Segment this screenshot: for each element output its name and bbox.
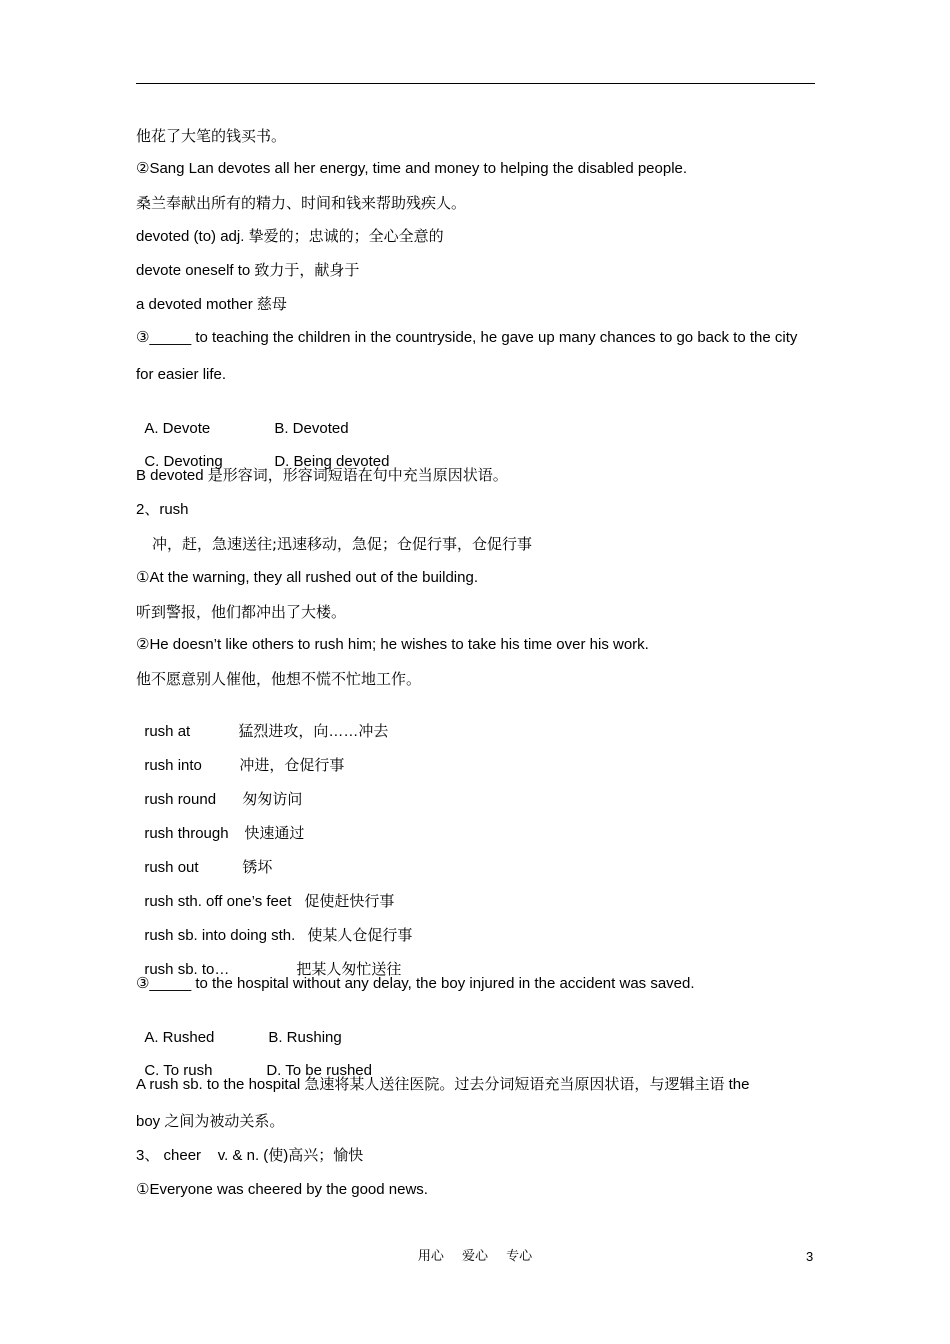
option-c: C. Devoting (144, 453, 223, 470)
phrase: rush sb. into doing sth. (144, 927, 296, 944)
option-a: A. Devote (144, 420, 211, 437)
phrase: rush sth. off one’s feet (144, 893, 292, 910)
translation-line: 听到警报，他们都冲出了大楼。 (136, 603, 347, 621)
vocab-entry: a devoted mother 慈母 (136, 296, 287, 313)
phrase-meaning: 使某人仓促行事 (307, 927, 413, 944)
exercise-question-cont: for easier life. (136, 366, 227, 383)
definition-line: 冲，赶，急速送往;迅速移动，急促；仓促行事，仓促行事 (152, 535, 533, 553)
phrase-meaning: 匆匆访问 (242, 791, 303, 808)
answer-explanation-cont: boy 之间为被动关系。 (136, 1113, 285, 1130)
exercise-question: ③_____ to teaching the children in the countryside, he gave up many chances to go back to the city (136, 329, 798, 346)
phrase-meaning: 锈坏 (242, 859, 273, 876)
page-number: 3 (806, 1249, 814, 1264)
section-heading: 3、 cheer v. & n. (使)高兴；愉快 (136, 1147, 364, 1164)
option-d: D. Being devoted (274, 453, 390, 470)
option-c: C. To rush (144, 1062, 213, 1079)
vocab-entry: devoted (to) adj. 挚爱的；忠诚的；全心全意的 (136, 228, 444, 245)
phrase-meaning: 把某人匆忙送往 (296, 961, 402, 978)
header-rule (136, 83, 815, 84)
footer-motto: 用心 爱心 专心 (417, 1249, 533, 1264)
example-sentence: ①At the warning, they all rushed out of the building. (136, 569, 478, 586)
phrase: rush through (144, 825, 229, 842)
phrase: rush out (144, 859, 199, 876)
example-sentence: ②Sang Lan devotes all her energy, time and money to helping the disabled people. (136, 160, 688, 177)
section-heading: 2、rush (136, 501, 189, 518)
exercise-question: ③_____ to the hospital without any delay, the boy injured in the accident was saved. (136, 975, 695, 992)
phrase-meaning: 促使赶快行事 (304, 893, 395, 910)
phrase: rush at (144, 723, 191, 740)
vocab-entry: devote oneself to 致力于，献身于 (136, 262, 360, 279)
phrase-meaning: 猛烈进攻，向……冲去 (238, 723, 389, 740)
translation-line: 他不愿意别人催他，他想不慌不忙地工作。 (136, 670, 422, 688)
phrase: rush sb. to… (144, 961, 230, 978)
translation-line: 他花了大笔的钱买书。 (136, 127, 287, 145)
example-sentence: ②He doesn’t like others to rush him; he wishes to take his time over his work. (136, 636, 649, 653)
answer-explanation: B devoted 是形容词，形容词短语在句中充当原因状语。 (136, 467, 508, 484)
option-d: D. To be rushed (266, 1062, 372, 1079)
phrase: rush round (144, 791, 217, 808)
example-sentence: ①Everyone was cheered by the good news. (136, 1181, 428, 1198)
phrase-meaning: 冲进，仓促行事 (239, 757, 345, 774)
translation-line: 桑兰奉献出所有的精力、时间和钱来帮助残疾人。 (136, 194, 467, 212)
answer-explanation: A rush sb. to the hospital 急速将某人送往医院。过去分词短语充当原因状语，与逻辑主语 the (136, 1076, 750, 1093)
option-b: B. Rushing (268, 1029, 342, 1046)
option-b: B. Devoted (274, 420, 349, 437)
option-a: A. Rushed (144, 1029, 215, 1046)
phrase-meaning: 快速通过 (244, 825, 305, 842)
phrase: rush into (144, 757, 202, 774)
